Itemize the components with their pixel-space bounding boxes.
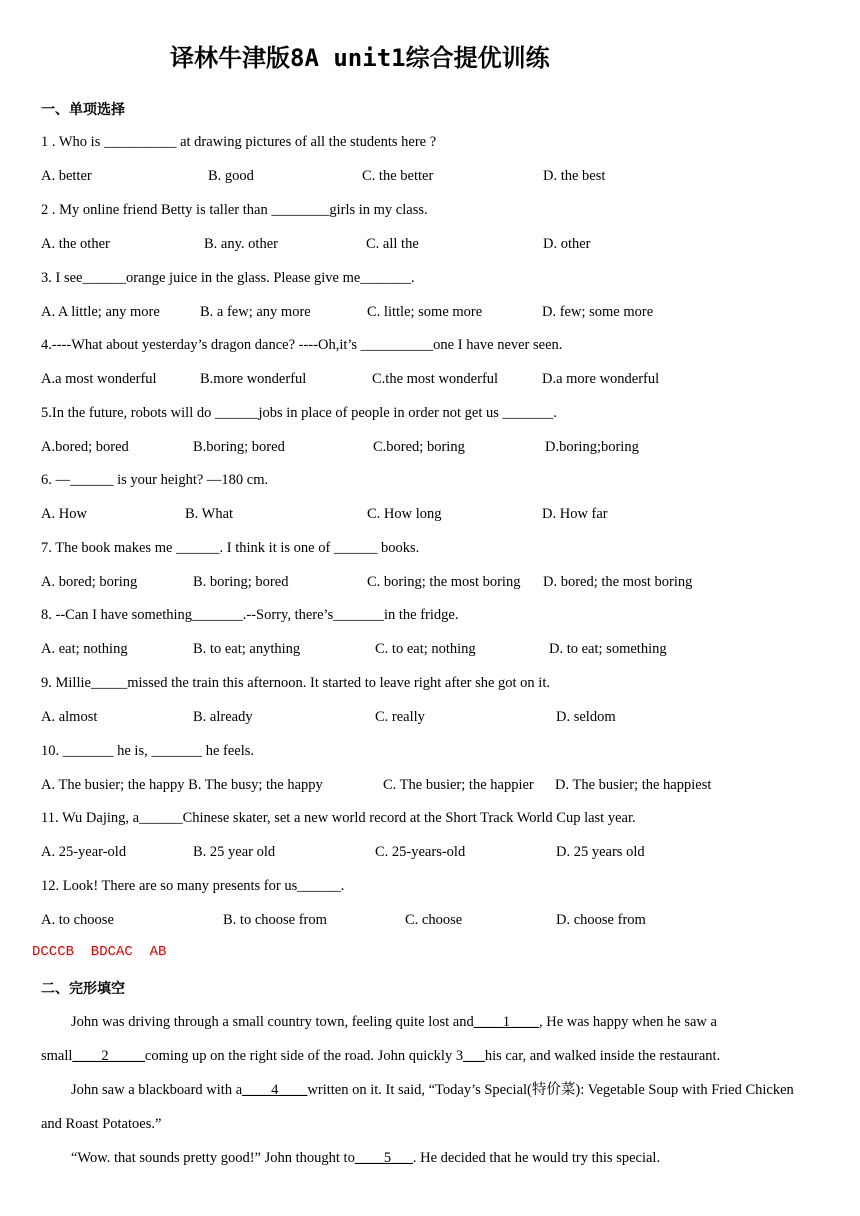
question-option: A. better [41,168,92,184]
cloze-paragraph-3 [41,1141,801,1175]
question-option: B.more wonderful [200,371,307,387]
question-stem: 8. --Can I have something_______.--Sorry, there’s_______in the fridge. [41,607,459,623]
section-heading-multiple-choice: 一、单项选择 [41,102,125,118]
question-option: C. really [375,709,425,725]
cloze-text: written on it. It said, “Today’s Special(特价菜): Vegetable Soup with Fried Chicken and Roast Potatoes.” [41,1082,794,1132]
question-option: A. eat; nothing [41,641,128,657]
cloze-paragraph-1 [41,1005,801,1073]
question-option: C.bored; boring [373,439,465,455]
question-stem: 7. The book makes me ______. I think it is one of ______ books. [41,540,420,556]
question-option: A. A little; any more [41,304,160,320]
question-option: B. a few; any more [200,304,311,320]
question-option: B. any. other [204,236,278,252]
question-option: B. to choose from [223,912,327,928]
question-option: D. other [543,236,591,252]
question-option: C. 25-years-old [375,844,466,860]
question-option: C. the better [362,168,434,184]
question-stem: 6. —______ is your height? —180 cm. [41,472,269,488]
question-option: C. little; some more [367,304,483,320]
question-option: D. 25 years old [556,844,645,860]
question-option: B. 25 year old [193,844,276,860]
cloze-text: his car, and walked inside the restaurant. [484,1048,721,1064]
question-option: A. 25-year-old [41,844,127,860]
question-stem: 1 . Who is __________ at drawing pictures of all the students here ? [41,134,437,150]
question-option: A. bored; boring [41,574,138,590]
question-option: D. The busier; the happiest [555,777,712,793]
question-option: C. all the [366,236,419,252]
question-option: C.the most wonderful [372,371,499,387]
question-option: B. to eat; anything [193,641,301,657]
question-option: A. the other [41,236,110,252]
question-stem: 4.----What about yesterday’s dragon dance? ----Oh,it’s __________one I have never seen. [41,337,563,353]
cloze-text: , He was happy when he saw a small [41,1014,717,1064]
question-option: C. choose [405,912,463,928]
question-stem: 12. Look! There are so many presents for us______. [41,878,345,894]
cloze-text: “Wow. that sounds pretty good!” John thought to [71,1150,355,1166]
question-option: A.bored; bored [41,439,129,455]
cloze-blank-4: ____4____ [242,1082,308,1098]
question-option: D. How far [542,506,608,522]
question-option: D. to eat; something [549,641,667,657]
answer-key: DCCCB BDCAC AB [32,944,167,960]
question-stem: 5.In the future, robots will do ______jobs in place of people in order not get us _______. [41,405,557,421]
question-option: D.a more wonderful [542,371,660,387]
page-title: 译林牛津版8A unit1综合提优训练 [170,44,550,72]
question-option: B. What [185,506,234,522]
question-option: B.boring; bored [193,439,285,455]
cloze-text: . He decided that he would try this special. [412,1150,661,1166]
question-stem: 3. I see______orange juice in the glass. Please give me_______. [41,270,415,286]
question-stem: 10. _______ he is, _______ he feels. [41,743,255,759]
question-option: C. The busier; the happier [383,777,534,793]
question-option: C. How long [367,506,442,522]
question-option: D. the best [543,168,606,184]
question-option: A. The busier; the happy B. The busy; the happy [41,777,323,793]
cloze-blank-2: ____2_____ [72,1048,145,1064]
cloze-blank-1: ____1____ [473,1014,539,1030]
question-option: C. to eat; nothing [375,641,476,657]
question-option: D. bored; the most boring [543,574,693,590]
cloze-text: coming up on the right side of the road. John quickly 3 [144,1048,464,1064]
question-option: C. boring; the most boring [367,574,521,590]
question-option: D.boring;boring [545,439,639,455]
section-heading-cloze: 二、完形填空 [41,981,125,997]
question-option: B. good [208,168,254,184]
cloze-paragraph-2 [41,1073,801,1141]
cloze-text: John was driving through a small country town, feeling quite lost and [71,1014,474,1030]
question-option: A. How [41,506,87,522]
question-stem: 2 . My online friend Betty is taller than ________girls in my class. [41,202,428,218]
question-option: D. choose from [556,912,646,928]
question-option: A. almost [41,709,98,725]
question-option: B. boring; bored [193,574,289,590]
cloze-text: John saw a blackboard with a [71,1082,243,1098]
question-option: A.a most wonderful [41,371,157,387]
question-option: D. few; some more [542,304,654,320]
question-option: B. already [193,709,253,725]
question-stem: 9. Millie_____missed the train this afternoon. It started to leave right after she got on it. [41,675,550,691]
cloze-blank-3: ___ [463,1048,485,1064]
question-option: D. seldom [556,709,616,725]
question-option: A. to choose [41,912,114,928]
cloze-blank-5: ____5___ [354,1150,413,1166]
question-stem: 11. Wu Dajing, a______Chinese skater, set a new world record at the Short Track World Cup last year. [41,810,636,826]
